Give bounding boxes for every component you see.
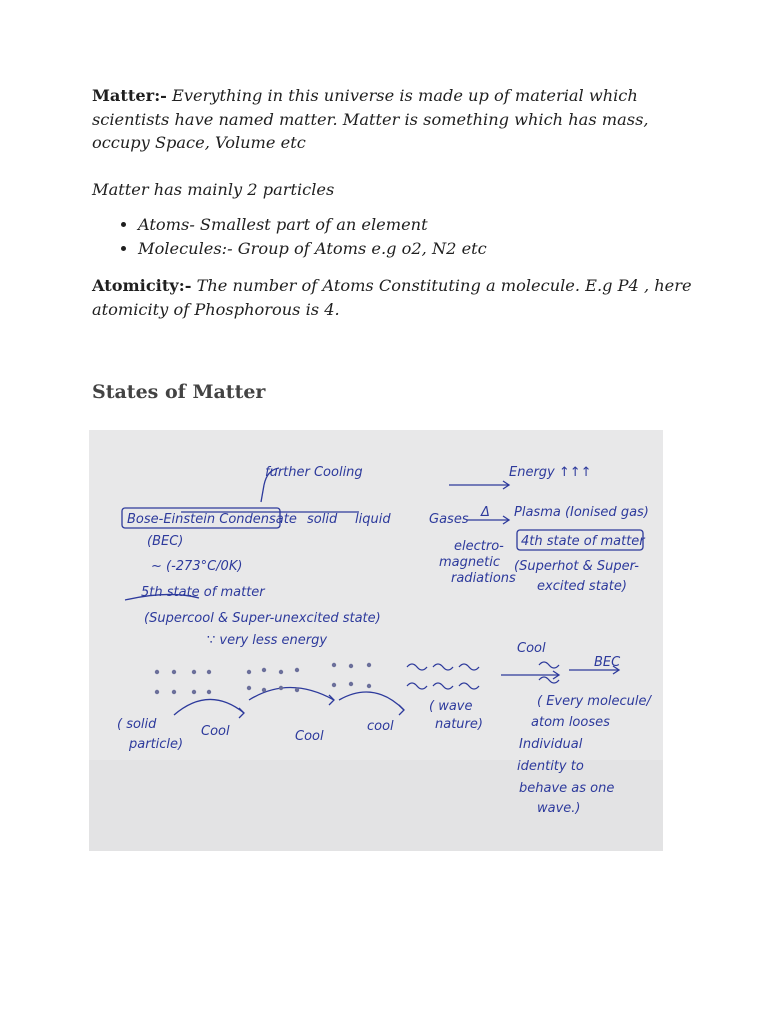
note-supercool: (Supercool & Super-unexcited state) [144, 611, 381, 626]
note-wave-1: ( wave [429, 699, 473, 714]
note-solid-particle-2: particle) [129, 737, 184, 752]
note-bec-abbr: (BEC) [147, 534, 184, 549]
note-delta: Δ [481, 505, 490, 520]
matter-definition [92, 84, 692, 155]
atomicity-term: Atomicity:- [92, 276, 192, 295]
note-cool-3: cool [367, 719, 394, 734]
atomicity-definition [92, 274, 692, 321]
particles-intro [92, 178, 692, 202]
matter-term: Matter:- [92, 86, 167, 105]
note-every-6: wave.) [537, 801, 581, 816]
note-electro: electro- [454, 539, 504, 554]
note-cool-label: Cool [517, 641, 546, 656]
note-wave-2: nature) [435, 717, 483, 732]
handwritten-notes-photo [89, 430, 663, 851]
note-superhot-1: (Superhot & Super- [514, 559, 639, 574]
atomicity-text: The number of Atoms Constituting a molecule. E.g P4 , here atomicity of Phosphorous is 4. [92, 276, 692, 319]
note-energy: Energy ↑↑↑ [509, 465, 592, 480]
particles-intro-text: Matter has mainly 2 particles [92, 179, 335, 199]
note-solid-particle-1: ( solid [117, 717, 157, 732]
note-magnetic: magnetic [439, 555, 500, 570]
note-superhot-2: excited state) [537, 579, 627, 594]
note-solid: solid [307, 512, 338, 527]
section-heading: States of Matter [92, 381, 266, 403]
particles-list [92, 213, 692, 260]
note-cool-1: Cool [201, 724, 230, 739]
note-every-2: atom looses [531, 715, 610, 730]
note-radiations: radiations [451, 571, 516, 586]
note-arrow-bec: BEC [594, 655, 621, 670]
note-cool-2: Cool [295, 729, 324, 744]
note-every-4: identity to [517, 759, 584, 774]
note-gases: Gases [429, 512, 469, 527]
note-every-3: Individual [519, 737, 583, 752]
note-every-5: behave as one [519, 781, 615, 796]
note-liquid: liquid [355, 512, 391, 527]
list-item: • Atoms- Smallest part of an element [138, 213, 692, 237]
note-further-cooling: further Cooling [265, 465, 363, 480]
note-very-less: ∵ very less energy [207, 633, 328, 648]
list-item: • Molecules:- Group of Atoms e.g o2, N2 etc [138, 237, 692, 261]
note-every-1: ( Every molecule/ [537, 694, 651, 709]
note-fifth-state: 5th state of matter [141, 585, 265, 600]
note-fourth-state: 4th state of matter [521, 534, 645, 549]
note-temp: ~ (-273°C/0K) [151, 559, 243, 574]
note-bec-title: Bose-Einstein Condensate [127, 512, 297, 527]
note-plasma: Plasma (Ionised gas) [514, 505, 649, 520]
matter-text: Everything in this universe is made up of material which scientists have named matter. Matter is something which has mass, occupy Space, Volume etc [92, 86, 649, 152]
document-body [92, 84, 692, 321]
